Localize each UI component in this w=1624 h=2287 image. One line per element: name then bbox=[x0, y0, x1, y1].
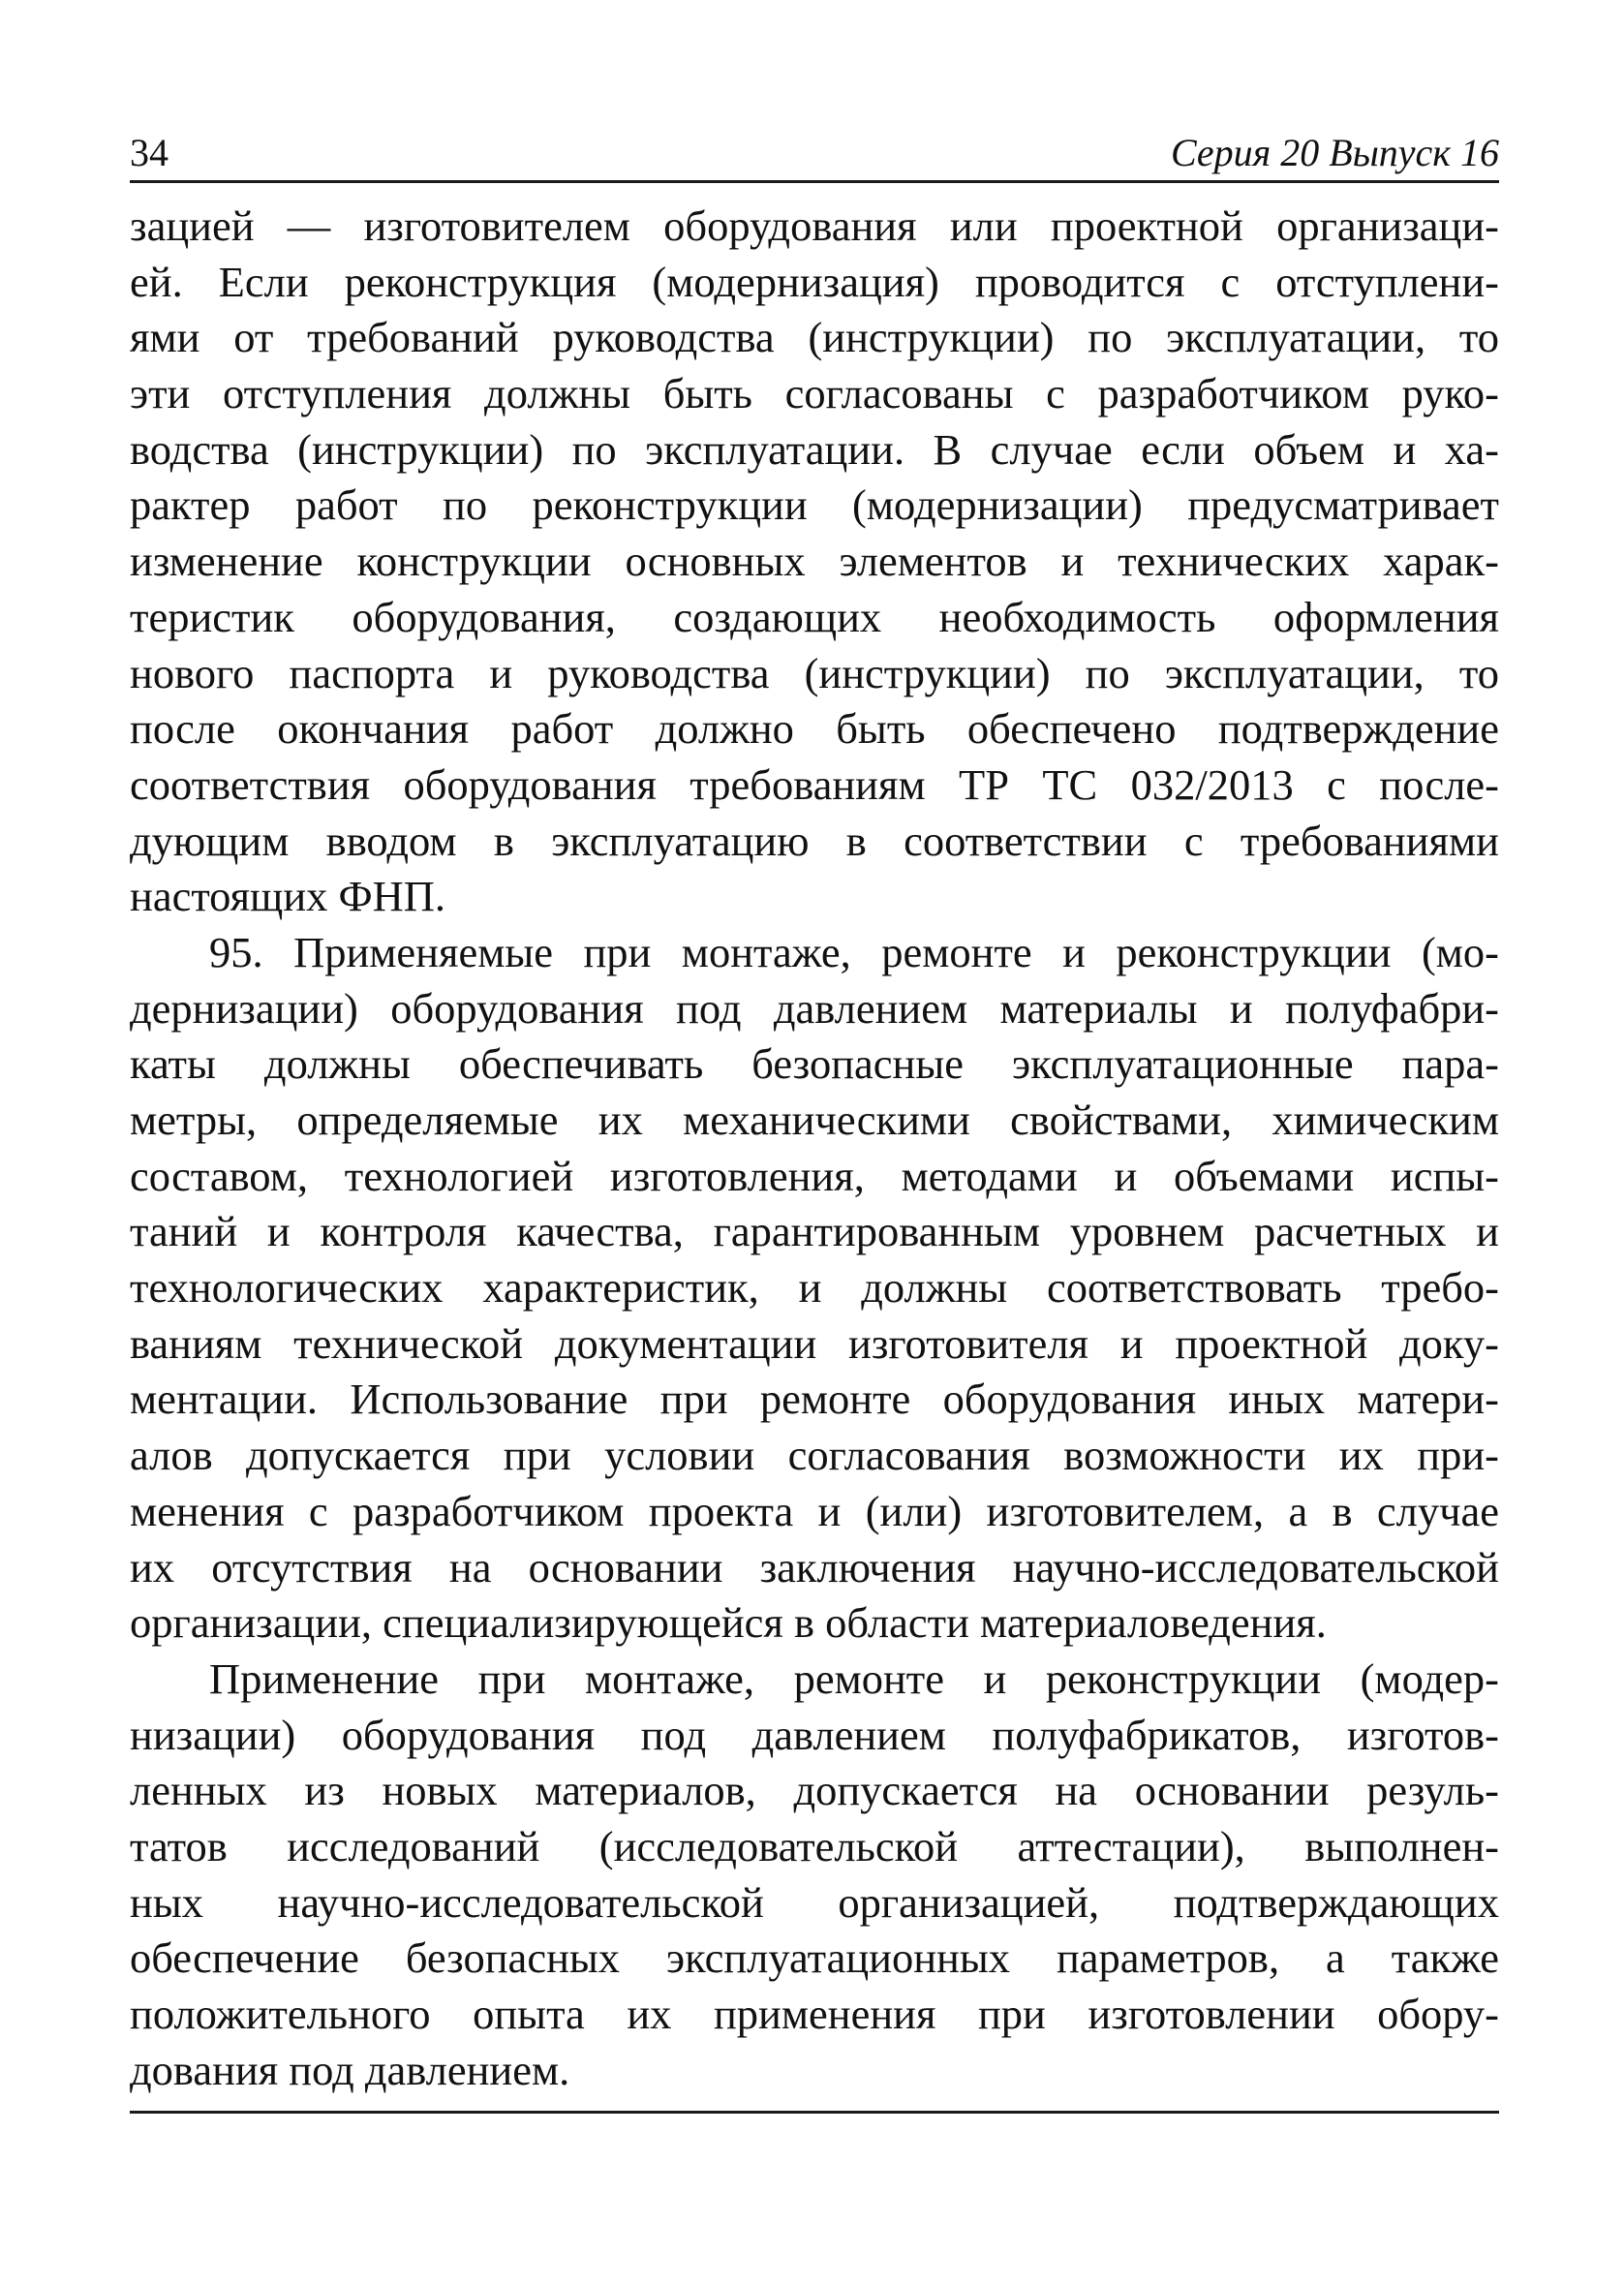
paragraph-application bbox=[130, 1652, 1499, 2099]
text-line: их отсутствия на основании заключения научно-исследовательской bbox=[130, 1542, 1499, 1592]
text-line: каты должны обеспечивать безопасные эксплуатационные пара- bbox=[130, 1039, 1499, 1089]
text-line: татов исследований (исследовательской аттестации), выполнен- bbox=[130, 1821, 1499, 1870]
text-line: метры, определяемые их механическими свойствами, химическим bbox=[130, 1096, 1499, 1144]
text-line: низации) оборудования под давлением полуфабрикатов, изготов- bbox=[130, 1710, 1499, 1759]
bottom-rule bbox=[130, 2111, 1499, 2114]
text-line: рактер работ по реконструкции (модернизации) предусматривает bbox=[130, 480, 1499, 530]
text-line: зацией — изготовителем оборудования или проектной организаци- bbox=[130, 201, 1499, 250]
running-header bbox=[130, 126, 1499, 183]
text-line: организации, специализирующейся в области материаловедения. bbox=[130, 1598, 1327, 1648]
text-line: менения с разработчиком проекта и (или) изготовителем, а в случае bbox=[130, 1486, 1499, 1535]
text-line: ленных из новых материалов, допускается на основании резуль- bbox=[130, 1766, 1499, 1815]
text-line: теристик оборудования, создающих необходимость оформления bbox=[130, 592, 1499, 641]
text-line: нового паспорта и руководства (инструкции) по эксплуатации, то bbox=[130, 648, 1499, 697]
text-line: ей. Если реконструкция (модернизация) проводится с отступлени- bbox=[130, 257, 1499, 306]
text-line: настоящих ФНП. bbox=[130, 872, 446, 921]
text-line: технологических характеристик, и должны соответствовать требо- bbox=[130, 1263, 1499, 1313]
text-line: 95. Применяемые при монтаже, ремонте и реконструкции (мо- bbox=[209, 927, 1499, 976]
page-number: 34 bbox=[130, 131, 169, 174]
text-line: ваниям технической документации изготовителя и проектной доку- bbox=[130, 1318, 1499, 1368]
text-line: положительного опыта их применения при изготовлении обору- bbox=[130, 1990, 1499, 2038]
text-line: Применение при монтаже, ремонте и реконструкции (модер- bbox=[209, 1653, 1499, 1703]
text-line: соответствия оборудования требованиям ТР ТС 032/2013 с после- bbox=[130, 759, 1499, 809]
series-title: Серия 20 Выпуск 16 bbox=[1170, 131, 1499, 174]
text-line: дования под давлением. bbox=[130, 2045, 570, 2094]
text-line: дернизации) оборудования под давлением материалы и полуфабри- bbox=[130, 983, 1499, 1033]
text-line: эти отступления должны быть согласованы с разработчиком руко- bbox=[130, 369, 1499, 418]
text-line: алов допускается при условии согласования возможности их при- bbox=[130, 1431, 1499, 1480]
text-line: составом, технологией изготовления, методами и объемами испы- bbox=[130, 1151, 1499, 1200]
paragraph-clause-95 bbox=[130, 925, 1499, 1652]
text-line: ных научно-исследовательской организацией, подтверждающих bbox=[130, 1877, 1499, 1927]
text-line: обеспечение безопасных эксплуатационных параметров, а также bbox=[130, 1933, 1499, 1983]
body-text bbox=[130, 199, 1499, 2098]
text-line: изменение конструкции основных элементов и технических харак- bbox=[130, 537, 1499, 586]
text-line: после окончания работ должно быть обеспечено подтверждение bbox=[130, 704, 1499, 754]
text-line: ментации. Использование при ремонте оборудования иных матери- bbox=[130, 1375, 1499, 1424]
text-line: дующим вводом в эксплуатацию в соответствии с требованиями bbox=[130, 816, 1499, 865]
text-line: ями от требований руководства (инструкции) по эксплуатации, то bbox=[130, 313, 1499, 362]
paragraph-continuation bbox=[130, 199, 1499, 925]
text-line: таний и контроля качества, гарантированным уровнем расчетных и bbox=[130, 1207, 1499, 1256]
text-line: водства (инструкции) по эксплуатации. В случае если объем и ха- bbox=[130, 424, 1499, 474]
